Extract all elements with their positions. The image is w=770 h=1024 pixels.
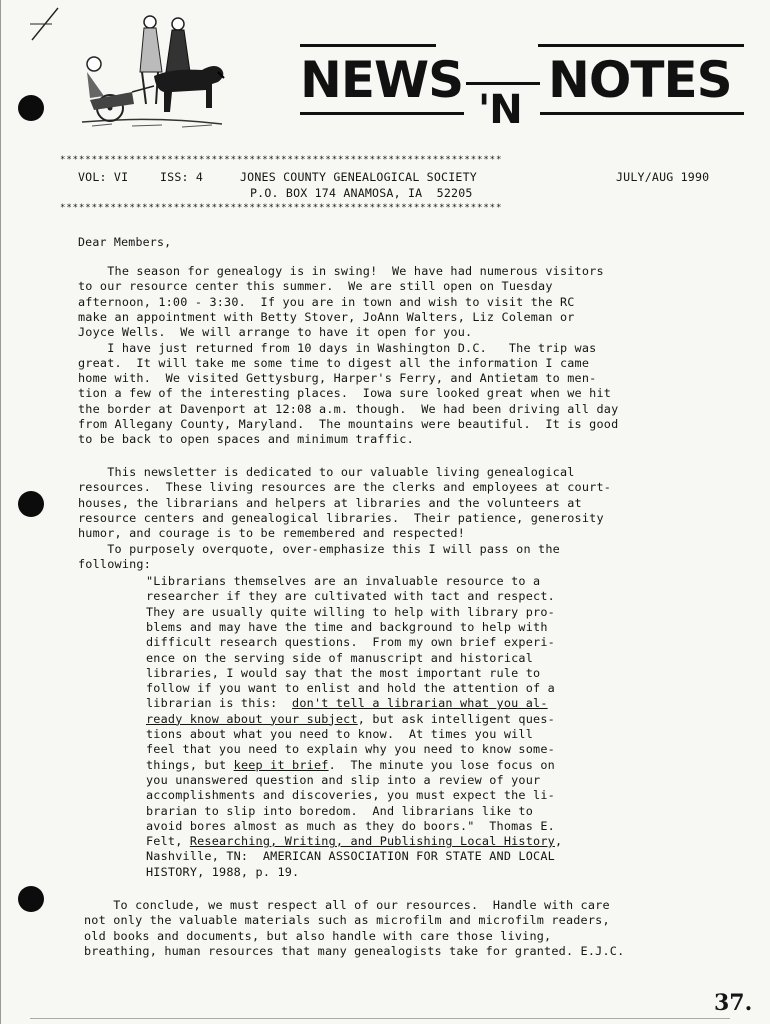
quote-line: follow if you want to enlist and hold the attention of a bbox=[146, 681, 555, 696]
masthead-rule-mid bbox=[466, 82, 540, 85]
quote-line: libraries, I would say that the most important rule to bbox=[146, 665, 541, 680]
text-line: to our resource center this summer. We are still open on Tuesday bbox=[78, 279, 553, 294]
masthead-notes: NOTES bbox=[548, 51, 732, 109]
left-edge-line bbox=[0, 0, 1, 1024]
text-line: The season for genealogy is in swing! We have had numerous visitors bbox=[78, 264, 604, 278]
children-dog-cart-illustration bbox=[72, 12, 232, 132]
quote-underlined-text: keep it brief bbox=[233, 757, 329, 772]
text-line: the border at Davenport at 12:08 a.m. though. We had been driving all day bbox=[78, 401, 619, 416]
quote-line: feel that you need to explain why you need to know some- bbox=[146, 742, 555, 757]
book-title: Researching, Writing, and Publishing Local History bbox=[189, 834, 555, 849]
quote-line: accomplishments and discoveries, you must expect the li- bbox=[146, 788, 555, 803]
quote-text: librarian is this: bbox=[146, 696, 293, 711]
text-line: To purposely overquote, over-emphasize this I will pass on the bbox=[78, 541, 560, 556]
librarian-quote bbox=[146, 574, 746, 884]
quote-line: you unanswered question and slip into a review of your bbox=[146, 772, 541, 787]
text-line: humor, and courage is to be remembered and respected! bbox=[78, 526, 466, 541]
star-border-bottom: ********************************************************************** bbox=[60, 203, 503, 213]
quote-line: blems and may have the time and background to help with bbox=[146, 619, 548, 634]
quote-line: Nashville, TN: AMERICAN ASSOCIATION FOR STATE AND LOCAL bbox=[146, 849, 555, 864]
punch-hole-bottom bbox=[18, 886, 44, 912]
quote-text: things, but bbox=[146, 757, 234, 772]
quote-line: ence on the serving side of manuscript and historical bbox=[146, 650, 534, 665]
quote-line: researcher if they are cultivated with tact and respect. bbox=[146, 589, 555, 604]
quote-line: tions about what you need to know. At times you will bbox=[146, 727, 534, 741]
page-number: 37. bbox=[714, 990, 753, 1016]
quote-underlined-text: ready know about your subject bbox=[146, 711, 358, 726]
text-line: home with. We visited Gettysburg, Harper's Ferry, and Antietam to men- bbox=[78, 371, 597, 386]
quote-line: "Librarians themselves are an invaluable resource to a bbox=[146, 574, 541, 588]
text-line: houses, the librarians and helpers at libraries and the volunteers at bbox=[78, 495, 582, 510]
text-line: resource centers and genealogical libraries. Their patience, generosity bbox=[78, 510, 604, 525]
issue-date: JULY/AUG 1990 bbox=[616, 170, 710, 184]
quote-line: HISTORY, 1988, p. 19. bbox=[146, 864, 300, 879]
quote-text: , but ask intelligent ques- bbox=[357, 711, 555, 726]
text-line: resources. These living resources are the clerks and employees at court- bbox=[78, 480, 612, 495]
corner-pen-mark bbox=[26, 4, 66, 44]
salutation: Dear Members, bbox=[78, 235, 172, 249]
quote-line bbox=[146, 834, 562, 848]
quote-line: difficult research questions. From my own brief experi- bbox=[146, 635, 555, 650]
volume-label: VOL: VI bbox=[78, 170, 129, 184]
text-line: from Allegany County, Maryland. The mountains were beautiful. It is good bbox=[78, 417, 619, 431]
text-line: Joyce Wells. We will arrange to have it open for you. bbox=[78, 325, 473, 340]
text-line: to be back to open spaces and minimum traffic. bbox=[78, 432, 414, 447]
masthead-n: 'N bbox=[478, 87, 522, 133]
masthead-news: NEWS bbox=[300, 51, 464, 109]
quote-text: , bbox=[554, 834, 563, 849]
quote-line bbox=[146, 712, 555, 726]
text-line: make an appointment with Betty Stover, JoAnn Walters, Liz Coleman or bbox=[78, 309, 575, 324]
text-line: not only the valuable materials such as microfilm and microfilm readers, bbox=[84, 913, 610, 928]
punch-hole-middle bbox=[18, 491, 44, 517]
bottom-edge-line bbox=[30, 1018, 730, 1019]
text-line: This newsletter is dedicated to our valuable living genealogical bbox=[78, 465, 575, 479]
quote-underlined-text: don't tell a librarian what you al- bbox=[292, 696, 548, 711]
paragraph-conclusion bbox=[84, 898, 756, 962]
text-line: tion a few of the interesting places. Iowa sure looked great when we hit bbox=[78, 386, 612, 401]
quote-line: They are usually quite willing to help with library pro- bbox=[146, 604, 555, 619]
masthead-rule-bottom-left bbox=[300, 112, 464, 115]
star-border-top: ********************************************************************** bbox=[60, 155, 503, 165]
quote-text: Felt, bbox=[146, 834, 190, 849]
paragraph-intro bbox=[78, 264, 750, 454]
quote-line bbox=[146, 758, 555, 772]
masthead-rule-left bbox=[300, 44, 436, 47]
quote-line: brarian to slip into boredom. And librarians like to bbox=[146, 803, 534, 818]
masthead-rule-bottom-right bbox=[540, 112, 744, 115]
quote-line bbox=[146, 696, 548, 710]
text-line: I have just returned from 10 days in Washington D.C. The trip was bbox=[78, 340, 597, 355]
text-line: afternoon, 1:00 - 3:30. If you are in town and wish to visit the RC bbox=[78, 294, 575, 309]
issue-label: ISS: 4 bbox=[160, 170, 204, 184]
text-line: following: bbox=[78, 556, 152, 571]
text-line: great. It will take me some time to digest all the information I came bbox=[78, 355, 590, 370]
text-line: breathing, human resources that many genealogists take for granted. E.J.C. bbox=[84, 943, 625, 958]
paragraph-dedication bbox=[78, 465, 750, 575]
text-line: old books and documents, but also handle with care those living, bbox=[84, 928, 552, 943]
society-name: JONES COUNTY GENEALOGICAL SOCIETY bbox=[240, 170, 477, 184]
quote-line: avoid bores almost as much as they do boors." Thomas E. bbox=[146, 818, 555, 833]
quote-text: . The minute you lose focus on bbox=[328, 757, 555, 772]
punch-hole-top bbox=[18, 95, 44, 121]
society-address: P.O. BOX 174 ANAMOSA, IA 52205 bbox=[250, 186, 473, 200]
text-line: To conclude, we must respect all of our resources. Handle with care bbox=[84, 898, 610, 912]
masthead-rule-right bbox=[538, 44, 744, 47]
